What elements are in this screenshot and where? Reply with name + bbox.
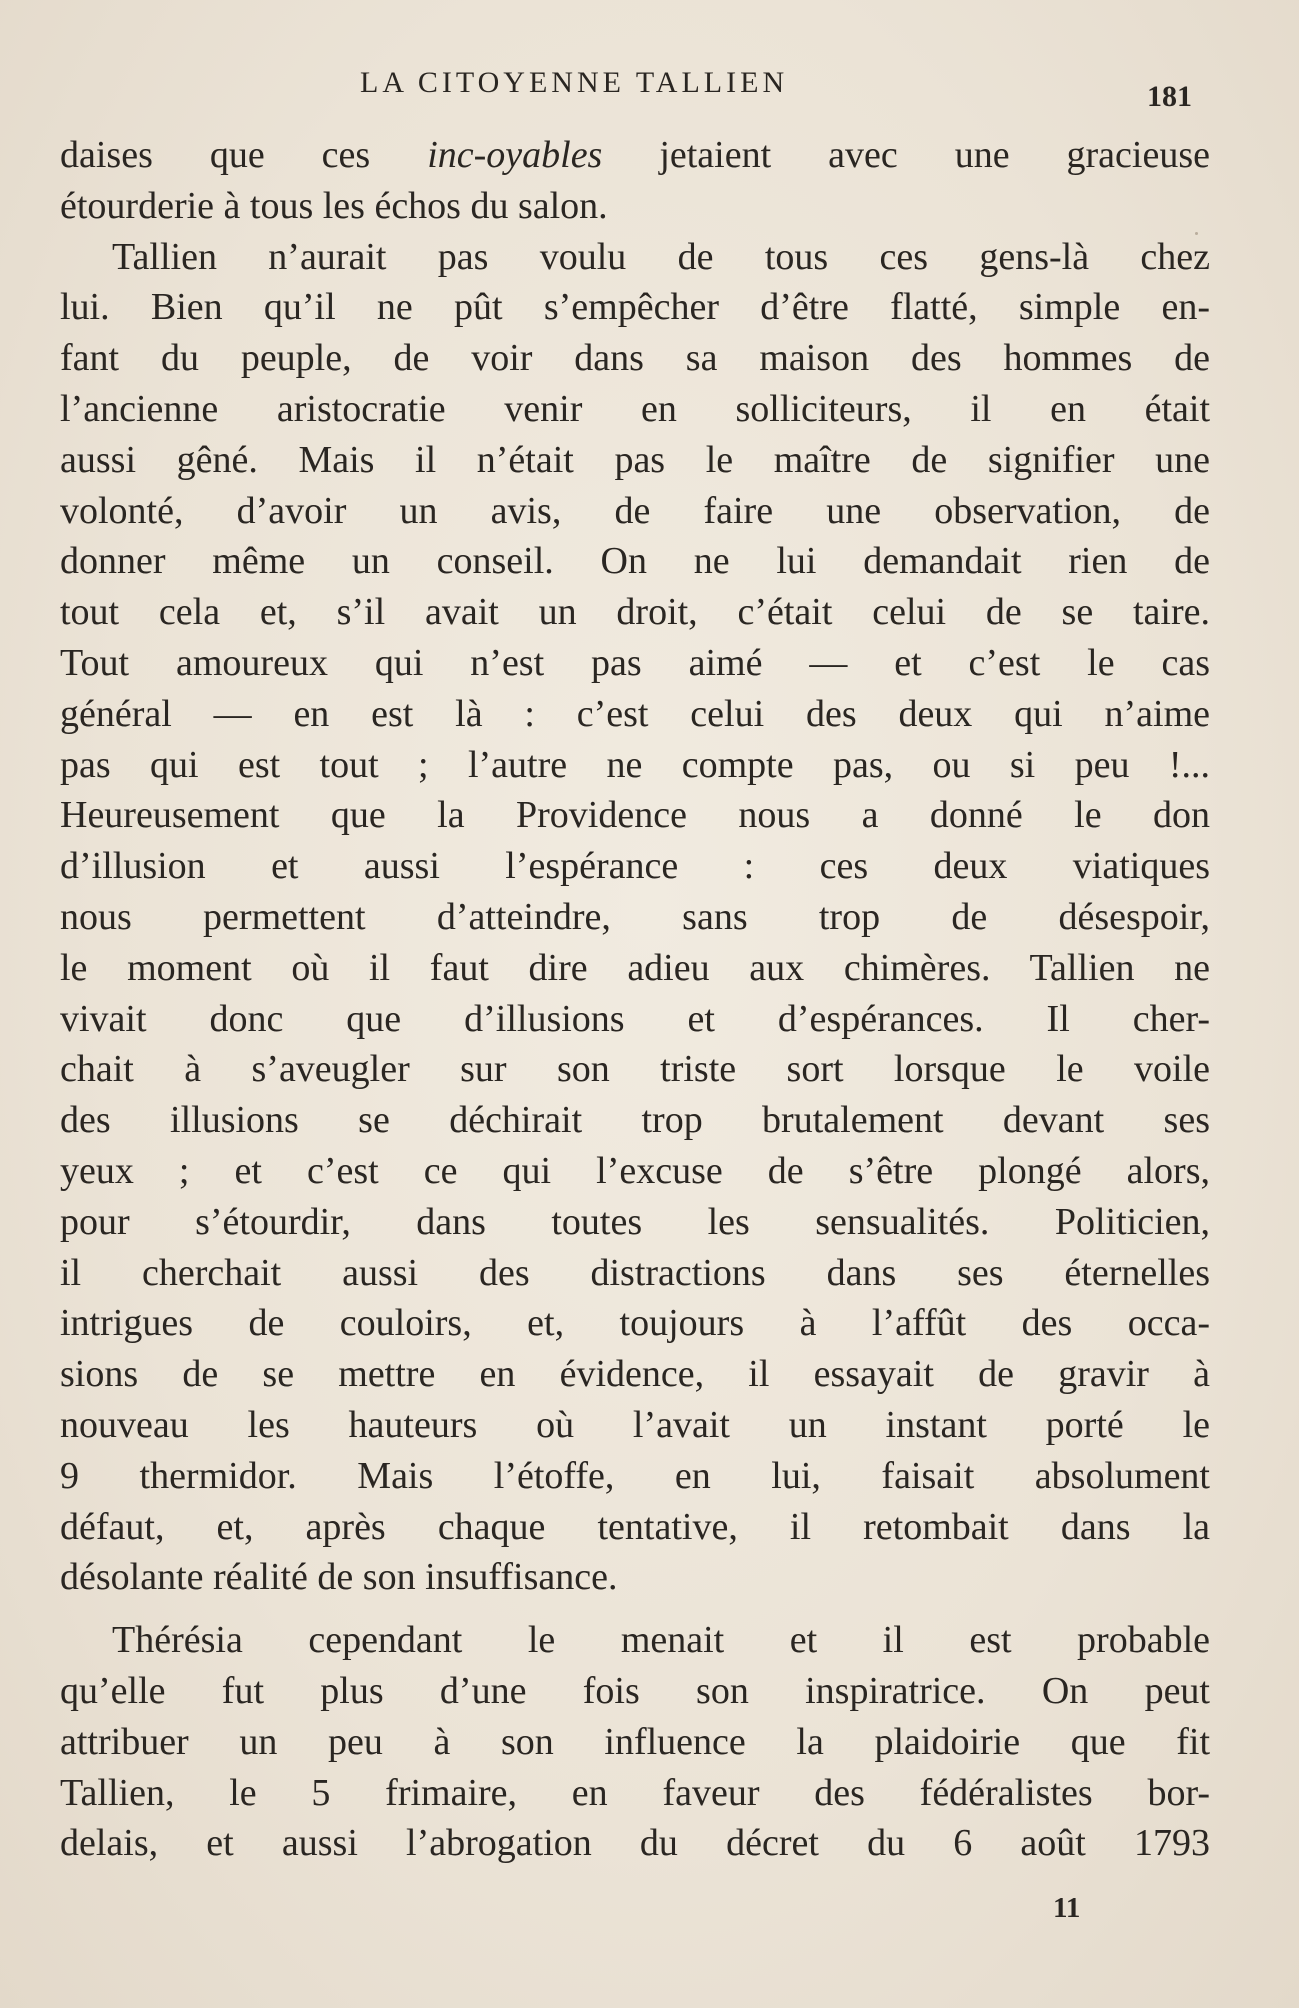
paragraph	[60, 1615, 1210, 1869]
line-segment: défaut, et, après chaque tentative, il retombait dans la	[60, 1505, 1210, 1548]
text-line	[60, 232, 1210, 283]
text-line	[60, 536, 1210, 587]
line-segment: fant du peuple, de voir dans sa maison des hommes de	[60, 337, 1210, 380]
line-segment: yeux ; et c’est ce qui l’excuse de s’être plongé alors,	[60, 1149, 1210, 1192]
text-line	[60, 1400, 1210, 1451]
body-text	[60, 130, 1210, 1869]
text-line	[60, 333, 1210, 384]
page-number: 181	[1147, 80, 1192, 113]
text-line	[60, 994, 1210, 1045]
line-segment: lui. Bien qu’il ne pût s’empêcher d’être flatté, simple en-	[60, 286, 1210, 329]
line-segment: daises que ces	[60, 134, 428, 176]
line-segment: sions de se mettre en évidence, il essayait de gravir à	[60, 1353, 1210, 1396]
line-segment: nous permettent d’atteindre, sans trop de désespoir,	[60, 895, 1210, 938]
italic-word: inc-oyables	[427, 134, 603, 176]
text-line	[60, 892, 1210, 943]
line-segment: étourderie à tous les échos du salon.	[60, 184, 608, 227]
line-segment: delais, et aussi l’abrogation du décret du 6 août 1793	[60, 1822, 1210, 1865]
line-segment: 9 thermidor. Mais l’étoffe, en lui, faisait absolument	[60, 1454, 1210, 1497]
line-segment: d’illusion et aussi l’espérance : ces deux viatiques	[60, 845, 1210, 888]
text-line	[60, 1768, 1210, 1819]
line-segment: général — en est là : c’est celui des deux qui n’aime	[60, 692, 1210, 735]
text-line	[60, 130, 1210, 181]
text-line	[60, 943, 1210, 994]
line-segment: l’ancienne aristocratie venir en solliciteurs, il en était	[60, 387, 1210, 430]
text-line	[60, 384, 1210, 435]
line-segment: pour s’étourdir, dans toutes les sensualités. Politicien,	[60, 1200, 1210, 1243]
line-segment: Thérésia cependant le menait et il est probable	[112, 1619, 1210, 1662]
text-line	[60, 1248, 1210, 1299]
line-segment: chait à s’aveugler sur son triste sort lorsque le voile	[60, 1048, 1210, 1091]
text-line	[60, 1717, 1210, 1768]
line-segment: Tout amoureux qui n’est pas aimé — et c’est le cas	[60, 641, 1210, 684]
paragraph-gap	[60, 1603, 1210, 1615]
line-segment: aussi gêné. Mais il n’était pas le maître de signifier une	[60, 438, 1210, 481]
text-line	[60, 1502, 1210, 1553]
line-segment: donner même un conseil. On ne lui demandait rien de	[60, 540, 1210, 583]
line-segment: pas qui est tout ; l’autre ne compte pas, ou si peu !...	[60, 743, 1210, 786]
text-line	[60, 841, 1210, 892]
text-line	[60, 740, 1210, 791]
text-line	[60, 1146, 1210, 1197]
line-segment: attribuer un peu à son influence la plaidoirie que fit	[60, 1720, 1210, 1763]
text-line	[60, 181, 1210, 232]
line-segment: il cherchait aussi des distractions dans ses éternelles	[60, 1251, 1210, 1294]
line-segment: le moment où il faut dire adieu aux chimères. Tallien ne	[60, 946, 1210, 989]
line-segment: vivait donc que d’illusions et d’espérances. Il cher-	[60, 997, 1210, 1040]
line-segment: jetaient avec une gracieuse	[602, 134, 1210, 176]
text-line	[60, 1615, 1210, 1666]
text-line	[60, 790, 1210, 841]
text-line	[60, 689, 1210, 740]
text-line	[60, 435, 1210, 486]
signature-mark: 11	[1053, 1892, 1081, 1924]
text-line	[60, 638, 1210, 689]
text-line	[60, 1044, 1210, 1095]
text-line	[60, 587, 1210, 638]
text-line	[60, 282, 1210, 333]
text-line	[60, 1451, 1210, 1502]
paragraph	[60, 130, 1210, 232]
line-segment: des illusions se déchirait trop brutalement devant ses	[60, 1099, 1210, 1142]
line-segment: Heureusement que la Providence nous a donné le don	[60, 794, 1210, 837]
line-segment: Tallien n’aurait pas voulu de tous ces gens-là chez	[112, 235, 1210, 278]
text-line	[60, 1818, 1210, 1869]
text-line	[60, 1349, 1210, 1400]
text-line	[60, 1197, 1210, 1248]
text-line	[60, 1298, 1210, 1349]
text-line	[60, 1095, 1210, 1146]
text-line	[60, 486, 1210, 537]
line-segment: nouveau les hauteurs où l’avait un instant porté le	[60, 1403, 1210, 1446]
line-segment: qu’elle fut plus d’une fois son inspiratrice. On peut	[60, 1669, 1210, 1712]
line-segment: intrigues de couloirs, et, toujours à l’affût des occa-	[60, 1302, 1210, 1345]
text-line	[60, 1666, 1210, 1717]
line-segment: désolante réalité de son insuffisance.	[60, 1556, 618, 1599]
paragraph	[60, 232, 1210, 1604]
running-title: LA CITOYENNE TALLIEN	[360, 66, 789, 99]
line-segment: Tallien, le 5 frimaire, en faveur des fédéralistes bor-	[60, 1771, 1210, 1814]
line-segment: volonté, d’avoir un avis, de faire une observation, de	[60, 489, 1210, 532]
text-line	[60, 1552, 1210, 1603]
line-segment: tout cela et, s’il avait un droit, c’était celui de se taire.	[60, 591, 1210, 634]
